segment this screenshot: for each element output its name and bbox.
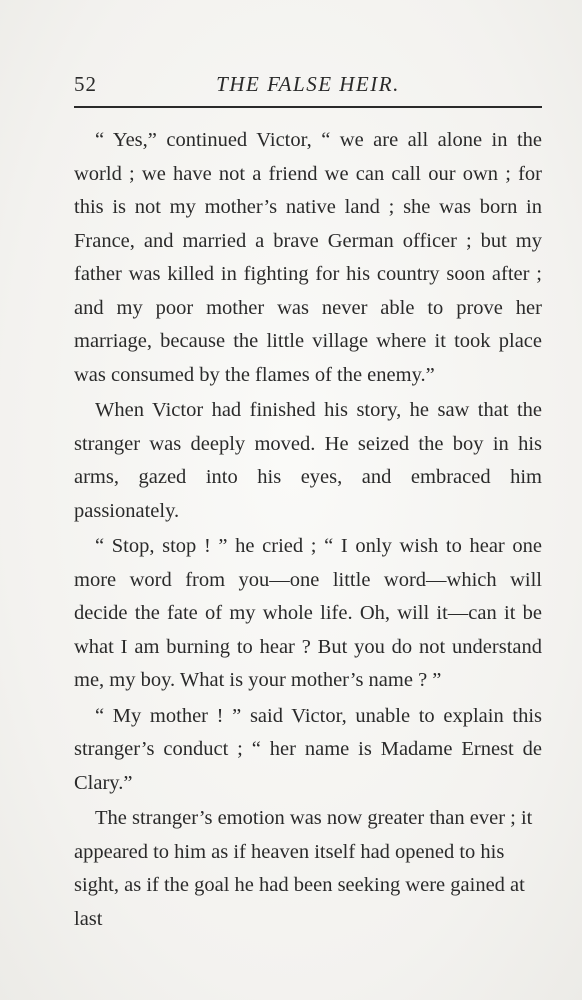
running-header <box>74 72 542 102</box>
header-rule <box>74 106 542 108</box>
paragraph: When Victor had finished his story, he saw that the stranger was deeply moved. He seized the boy in his arms, gazed into his eyes, and embraced him passionately. <box>74 399 542 522</box>
page-number: 52 <box>74 72 97 96</box>
paragraph: “ Yes,” continued Victor, “ we are all alone in the world ; we have not a friend we can call our own ; for this is not my mother’s native land ; she was born in France, and married a brave German officer ; but my father was killed in fighting for his country soon after ; and my poor mother was never able to prove her marriage, because the little village where it took place was consumed by the flames of the enemy.” <box>74 129 542 386</box>
running-title: THE FALSE HEIR. <box>216 72 400 96</box>
paragraph: “ Stop, stop ! ” he cried ; “ I only wish to hear one more word from you—one little word—which will decide the fate of my whole life. Oh, will it—can it be what I am burning to hear ? But you do not understand me, my boy. What is your mother’s name ? ” <box>74 535 542 691</box>
paragraph: The stranger’s emotion was now greater than ever ; it appeared to him as if heaven itself had opened to his sight, as if the goal he had been seeking were gained at last <box>74 807 533 930</box>
paragraph: “ My mother ! ” said Victor, unable to explain this stranger’s conduct ; “ her name is Madame Ernest de Clary.” <box>74 704 542 794</box>
body-text <box>74 124 542 936</box>
